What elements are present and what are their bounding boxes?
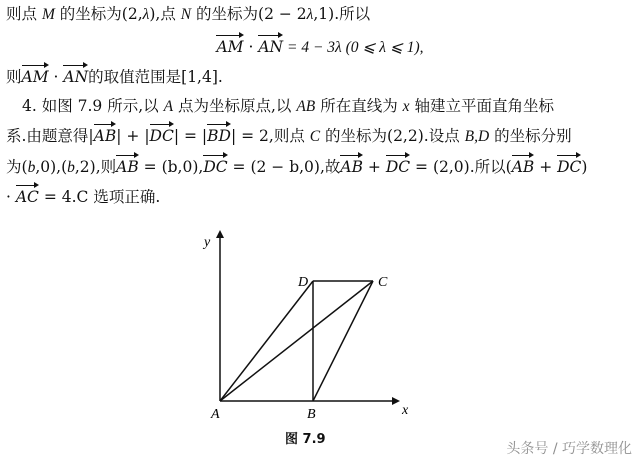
figure-caption: 图 7.9	[285, 432, 326, 447]
text-run: ,2),则	[74, 158, 117, 176]
text-run: ),点	[149, 5, 181, 23]
label-B: B	[307, 407, 316, 422]
vector-BD: BD	[207, 127, 231, 145]
vector-AB: AB	[93, 127, 117, 145]
text-run: 的坐标为(2,	[54, 5, 143, 23]
text-run: )	[581, 158, 588, 176]
text-run: 系.由题意得|	[6, 127, 94, 145]
math-run: N	[180, 6, 192, 23]
text-run: 轴建立平面直角坐标	[409, 97, 554, 115]
segment-AD	[220, 281, 313, 401]
text-run: 为(	[6, 158, 28, 176]
vector-DC: DC	[385, 158, 411, 176]
math-run: λ	[142, 6, 150, 23]
math-run: b	[27, 159, 36, 176]
text-run: 所在直线为	[315, 97, 403, 115]
vector-AC: AC	[15, 188, 39, 206]
math-run: M	[41, 6, 55, 23]
text-run: 的坐标为(2,2).设点	[320, 127, 465, 145]
text-run: 则点	[6, 5, 42, 23]
text-run: ·	[6, 188, 16, 206]
math-run: A	[163, 98, 174, 115]
text-run: +	[534, 158, 558, 176]
vector-AB: AB	[116, 158, 139, 176]
segment-AC	[220, 281, 373, 401]
text-run: = (2,0).所以(	[410, 158, 512, 176]
text-run: ,0),(	[35, 158, 68, 176]
label-x: x	[402, 403, 409, 418]
vector-AM: AM	[21, 68, 49, 86]
text-run: | + |	[116, 127, 150, 145]
label-C: C	[378, 275, 388, 290]
text-run: 点为坐标原点,以	[173, 97, 297, 115]
text-run: = 4.C 选项正确.	[38, 188, 161, 206]
text-run: | = |	[173, 127, 208, 145]
math-run: x	[402, 98, 410, 115]
math-run: = 4 − 3λ (0 ⩽ λ ⩽ 1),	[283, 39, 424, 56]
label-A: A	[211, 407, 220, 422]
text-run: = (b,0),	[138, 158, 204, 176]
text-run: 的取值范围是[1,4].	[88, 68, 223, 86]
vector-AN: AN	[63, 68, 89, 86]
text-run: ·	[243, 38, 259, 56]
text-run: 则	[6, 68, 22, 86]
math-run: b	[67, 159, 75, 176]
vector-AB: AB	[340, 158, 363, 176]
text-run: | = 2,则点	[230, 127, 310, 145]
math-run: λ	[306, 6, 314, 23]
vector-DC: DC	[203, 158, 228, 176]
vector-DC: DC	[557, 158, 582, 176]
text-run: 4. 如图 7.9 所示,以	[22, 97, 164, 115]
vector-AN: AN	[258, 38, 284, 56]
segment-BC	[313, 281, 373, 401]
math-run: AB	[296, 98, 316, 115]
label-y: y	[204, 235, 211, 250]
vector-DC: DC	[149, 127, 174, 145]
label-D: D	[298, 275, 309, 290]
text-run: = (2 − b,0),故	[227, 158, 341, 176]
text-run: ·	[48, 68, 64, 86]
vector-AB: AB	[511, 158, 535, 176]
math-run: B,D	[464, 128, 490, 145]
text-run: 的坐标分别	[489, 127, 572, 145]
math-run: C	[309, 128, 321, 145]
watermark-text: 头条号 / 巧学数理化	[506, 441, 632, 457]
vector-AM: AM	[216, 38, 244, 56]
text-run: +	[362, 158, 386, 176]
text-run: ,1).所以	[313, 5, 371, 23]
text-run: 的坐标为(2 − 2	[191, 5, 307, 23]
